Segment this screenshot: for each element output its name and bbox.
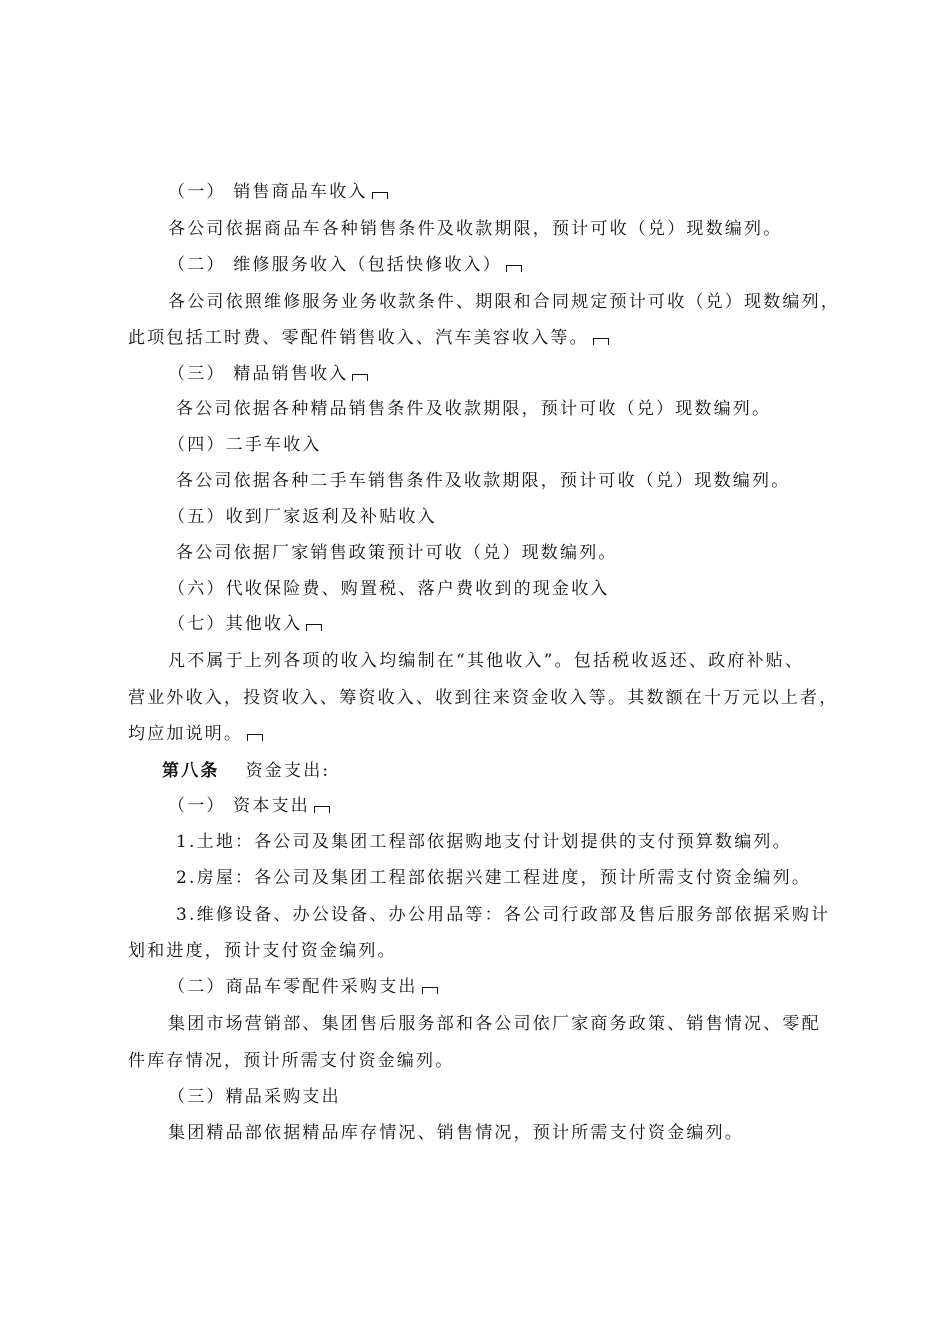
section-heading: （一） 资本支出 <box>168 795 330 817</box>
paragraph: 凡不属于上列各项的收入均编制在“其他收入”。包括税收返还、政府补贴、 <box>168 651 805 671</box>
list-item: 划和进度，预计支付资金编列。 <box>128 941 397 961</box>
paragraph: 件库存情况，预计所需支付资金编列。 <box>128 1051 455 1071</box>
section-heading: （四）二手车收入 <box>168 435 322 455</box>
list-item: 3.维修设备、办公设备、办公用品等：各公司行政部及售后服务部依据采购计 <box>176 905 831 925</box>
list-item: 1.土地：各公司及集团工程部依据购地支付计划提供的支付预算数编列。 <box>176 832 792 852</box>
paragraph: 此项包括工时费、零配件销售收入、汽车美容收入等。 <box>128 327 609 349</box>
section-heading: （二） 维修服务收入（包括快修收入） <box>168 254 522 276</box>
article-title: 资金支出: <box>245 761 331 781</box>
revision-mark-icon <box>422 987 438 994</box>
paragraph: 均应加说明。 <box>128 723 263 745</box>
section-heading: （六）代收保险费、购置税、落户费收到的现金收入 <box>168 579 610 599</box>
paragraph: 各公司依据厂家销售政策预计可收（兑）现数编列。 <box>176 543 618 563</box>
paragraph: 各公司依据各种精品销售条件及收款期限，预计可收（兑）现数编列。 <box>176 399 772 419</box>
section-heading: （七）其他收入 <box>168 613 322 635</box>
article-label: 第八条 <box>162 761 220 781</box>
paragraph: 集团精品部依据精品库存情况、销售情况，预计所需支付资金编列。 <box>168 1123 744 1143</box>
revision-mark-icon <box>506 265 522 272</box>
section-heading: （五）收到厂家返利及补贴收入 <box>168 507 437 527</box>
revision-mark-icon <box>314 806 330 813</box>
list-item: 2.房屋：各公司及集团工程部依据兴建工程进度，预计所需支付资金编列。 <box>176 868 812 888</box>
paragraph: 集团市场营销部、集团售后服务部和各公司依厂家商务政策、销售情况、零配 <box>168 1014 821 1034</box>
revision-mark-icon <box>352 374 368 381</box>
article-heading <box>162 760 330 782</box>
section-heading: （一） 销售商品车收入 <box>168 181 388 203</box>
revision-mark-icon <box>247 734 263 741</box>
paragraph: 各公司依据各种二手车销售条件及收款期限，预计可收（兑）现数编列。 <box>176 471 791 491</box>
section-heading: （二）商品车零配件采购支出 <box>168 976 438 998</box>
revision-mark-icon <box>306 624 322 631</box>
paragraph: 营业外收入，投资收入、筹资收入、收到往来资金收入等。其数额在十万元以上者， <box>128 688 839 708</box>
section-heading: （三） 精品销售收入 <box>168 363 368 385</box>
revision-mark-icon <box>593 338 609 345</box>
section-heading: （三）精品采购支出 <box>168 1087 341 1107</box>
paragraph: 各公司依照维修服务业务收款条件、期限和合同规定预计可收（兑）现数编列， <box>168 292 840 312</box>
revision-mark-icon <box>372 192 388 199</box>
paragraph: 各公司依据商品车各种销售条件及收款期限，预计可收（兑）现数编列。 <box>168 219 783 239</box>
